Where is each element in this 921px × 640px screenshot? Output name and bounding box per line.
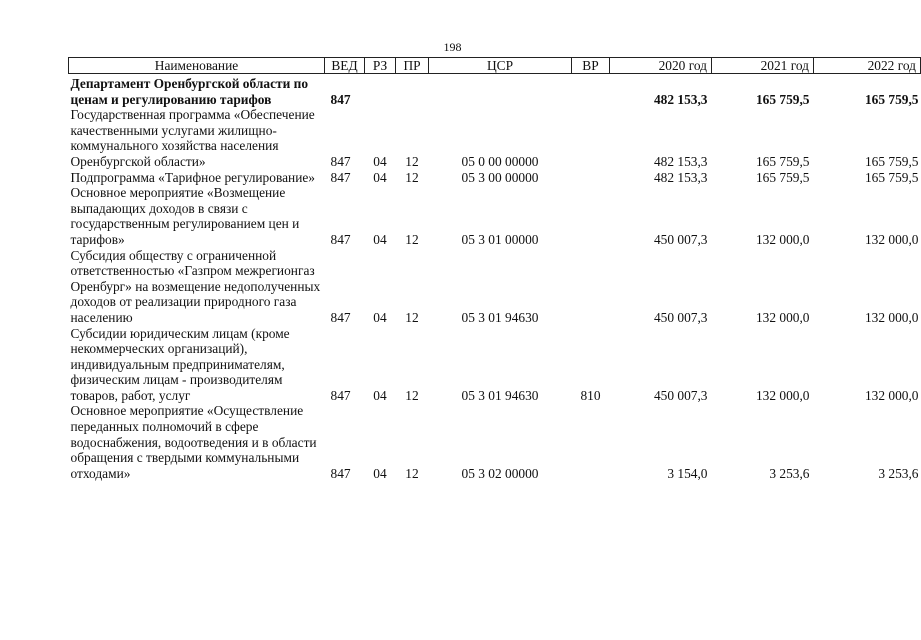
row-2021: 132 000,0 — [755, 309, 810, 325]
header-rz: РЗ — [365, 58, 396, 74]
row-vr — [572, 107, 610, 169]
row-2022: 165 759,5 — [864, 91, 919, 107]
row-name: Основное мероприятие «Осуществление переданных полномочий в сфере водоснабжения, водоотведения и в области обращения с твердыми коммунальными отходами» — [70, 403, 317, 481]
row-2022: 3 253,6 — [878, 465, 919, 481]
row-2020: 450 007,3 — [653, 231, 708, 247]
header-ved: ВЕД — [325, 58, 365, 74]
row-2021: 3 253,6 — [769, 465, 810, 481]
row-ved: 847 — [330, 169, 351, 185]
header-csr: ЦСР — [429, 58, 572, 74]
row-csr — [429, 74, 572, 108]
row-2022: 132 000,0 — [864, 387, 919, 403]
row-2020: 450 007,3 — [653, 309, 708, 325]
budget-table — [68, 57, 921, 481]
row-2021: 165 759,5 — [755, 169, 810, 185]
row-ved: 847 — [330, 153, 351, 169]
row-2021: 165 759,5 — [755, 91, 810, 107]
row-2020: 3 154,0 — [667, 465, 708, 481]
row-vr: 810 — [580, 387, 601, 403]
row-vr — [572, 185, 610, 247]
row-csr: 05 3 02 00000 — [461, 465, 539, 481]
row-csr: 05 0 00 00000 — [461, 153, 539, 169]
row-pr: 12 — [405, 169, 419, 185]
row-rz: 04 — [373, 387, 387, 403]
row-2020: 482 153,3 — [653, 169, 708, 185]
row-pr: 12 — [405, 231, 419, 247]
table-header — [69, 58, 921, 74]
row-csr: 05 3 01 00000 — [461, 231, 539, 247]
table-row — [69, 170, 921, 186]
row-pr — [396, 74, 429, 108]
row-ved: 847 — [330, 387, 351, 403]
row-rz: 04 — [373, 231, 387, 247]
row-pr: 12 — [405, 309, 419, 325]
row-2020: 482 153,3 — [653, 91, 708, 107]
row-rz: 04 — [373, 465, 387, 481]
table-row — [69, 107, 921, 169]
row-rz: 04 — [373, 309, 387, 325]
row-rz — [365, 74, 396, 108]
header-2021: 2021 год — [712, 58, 814, 74]
row-csr: 05 3 01 94630 — [461, 309, 539, 325]
row-name: Субсидия обществу с ограниченной ответственностью «Газпром межрегионгаз Оренбург» на возмещение недополученных доходов от реализации природного газа населению — [70, 247, 321, 325]
row-2022: 165 759,5 — [864, 169, 919, 185]
row-name: Подпрограмма «Тарифное регулирование» — [70, 169, 316, 185]
row-ved: 847 — [330, 91, 351, 107]
header-vr: ВР — [572, 58, 610, 74]
page-number: 198 — [443, 40, 462, 54]
header-2020: 2020 год — [610, 58, 712, 74]
row-ved: 847 — [330, 465, 351, 481]
header-2022: 2022 год — [814, 58, 921, 74]
row-rz: 04 — [373, 169, 387, 185]
row-csr: 05 3 00 00000 — [461, 169, 539, 185]
row-pr: 12 — [405, 153, 419, 169]
row-name: Государственная программа «Обеспечение качественными услугами жилищно-коммунального хозяйства населения Оренбургской области» — [70, 107, 315, 169]
row-2022: 132 000,0 — [864, 309, 919, 325]
table-row — [69, 326, 921, 404]
header-pr: ПР — [396, 58, 429, 74]
table-row — [69, 248, 921, 326]
row-pr: 12 — [405, 465, 419, 481]
table-row — [69, 74, 921, 108]
row-2021: 132 000,0 — [755, 231, 810, 247]
row-name: Департамент Оренбургской области по ценам и регулированию тарифов — [70, 76, 309, 107]
row-rz: 04 — [373, 153, 387, 169]
row-ved: 847 — [330, 309, 351, 325]
row-2021: 165 759,5 — [755, 153, 810, 169]
header-name: Наименование — [69, 58, 325, 74]
table-row — [69, 185, 921, 247]
row-csr: 05 3 01 94630 — [461, 387, 539, 403]
row-vr — [572, 403, 610, 481]
row-name: Основное мероприятие «Возмещение выпадающих доходов в связи с государственным регулированием цен и тарифов» — [70, 185, 300, 247]
row-vr — [572, 170, 610, 186]
row-2020: 482 153,3 — [653, 153, 708, 169]
row-2022: 132 000,0 — [864, 231, 919, 247]
row-pr: 12 — [405, 387, 419, 403]
row-2022: 165 759,5 — [864, 153, 919, 169]
row-ved: 847 — [330, 231, 351, 247]
table-row — [69, 403, 921, 481]
row-2020: 450 007,3 — [653, 387, 708, 403]
row-vr — [572, 74, 610, 108]
row-vr — [572, 248, 610, 326]
row-name: Субсидии юридическим лицам (кроме некоммерческих организаций), индивидуальным предпринимателям, физическим лицам - производителям товаров, работ, услуг — [70, 325, 290, 403]
row-2021: 132 000,0 — [755, 387, 810, 403]
